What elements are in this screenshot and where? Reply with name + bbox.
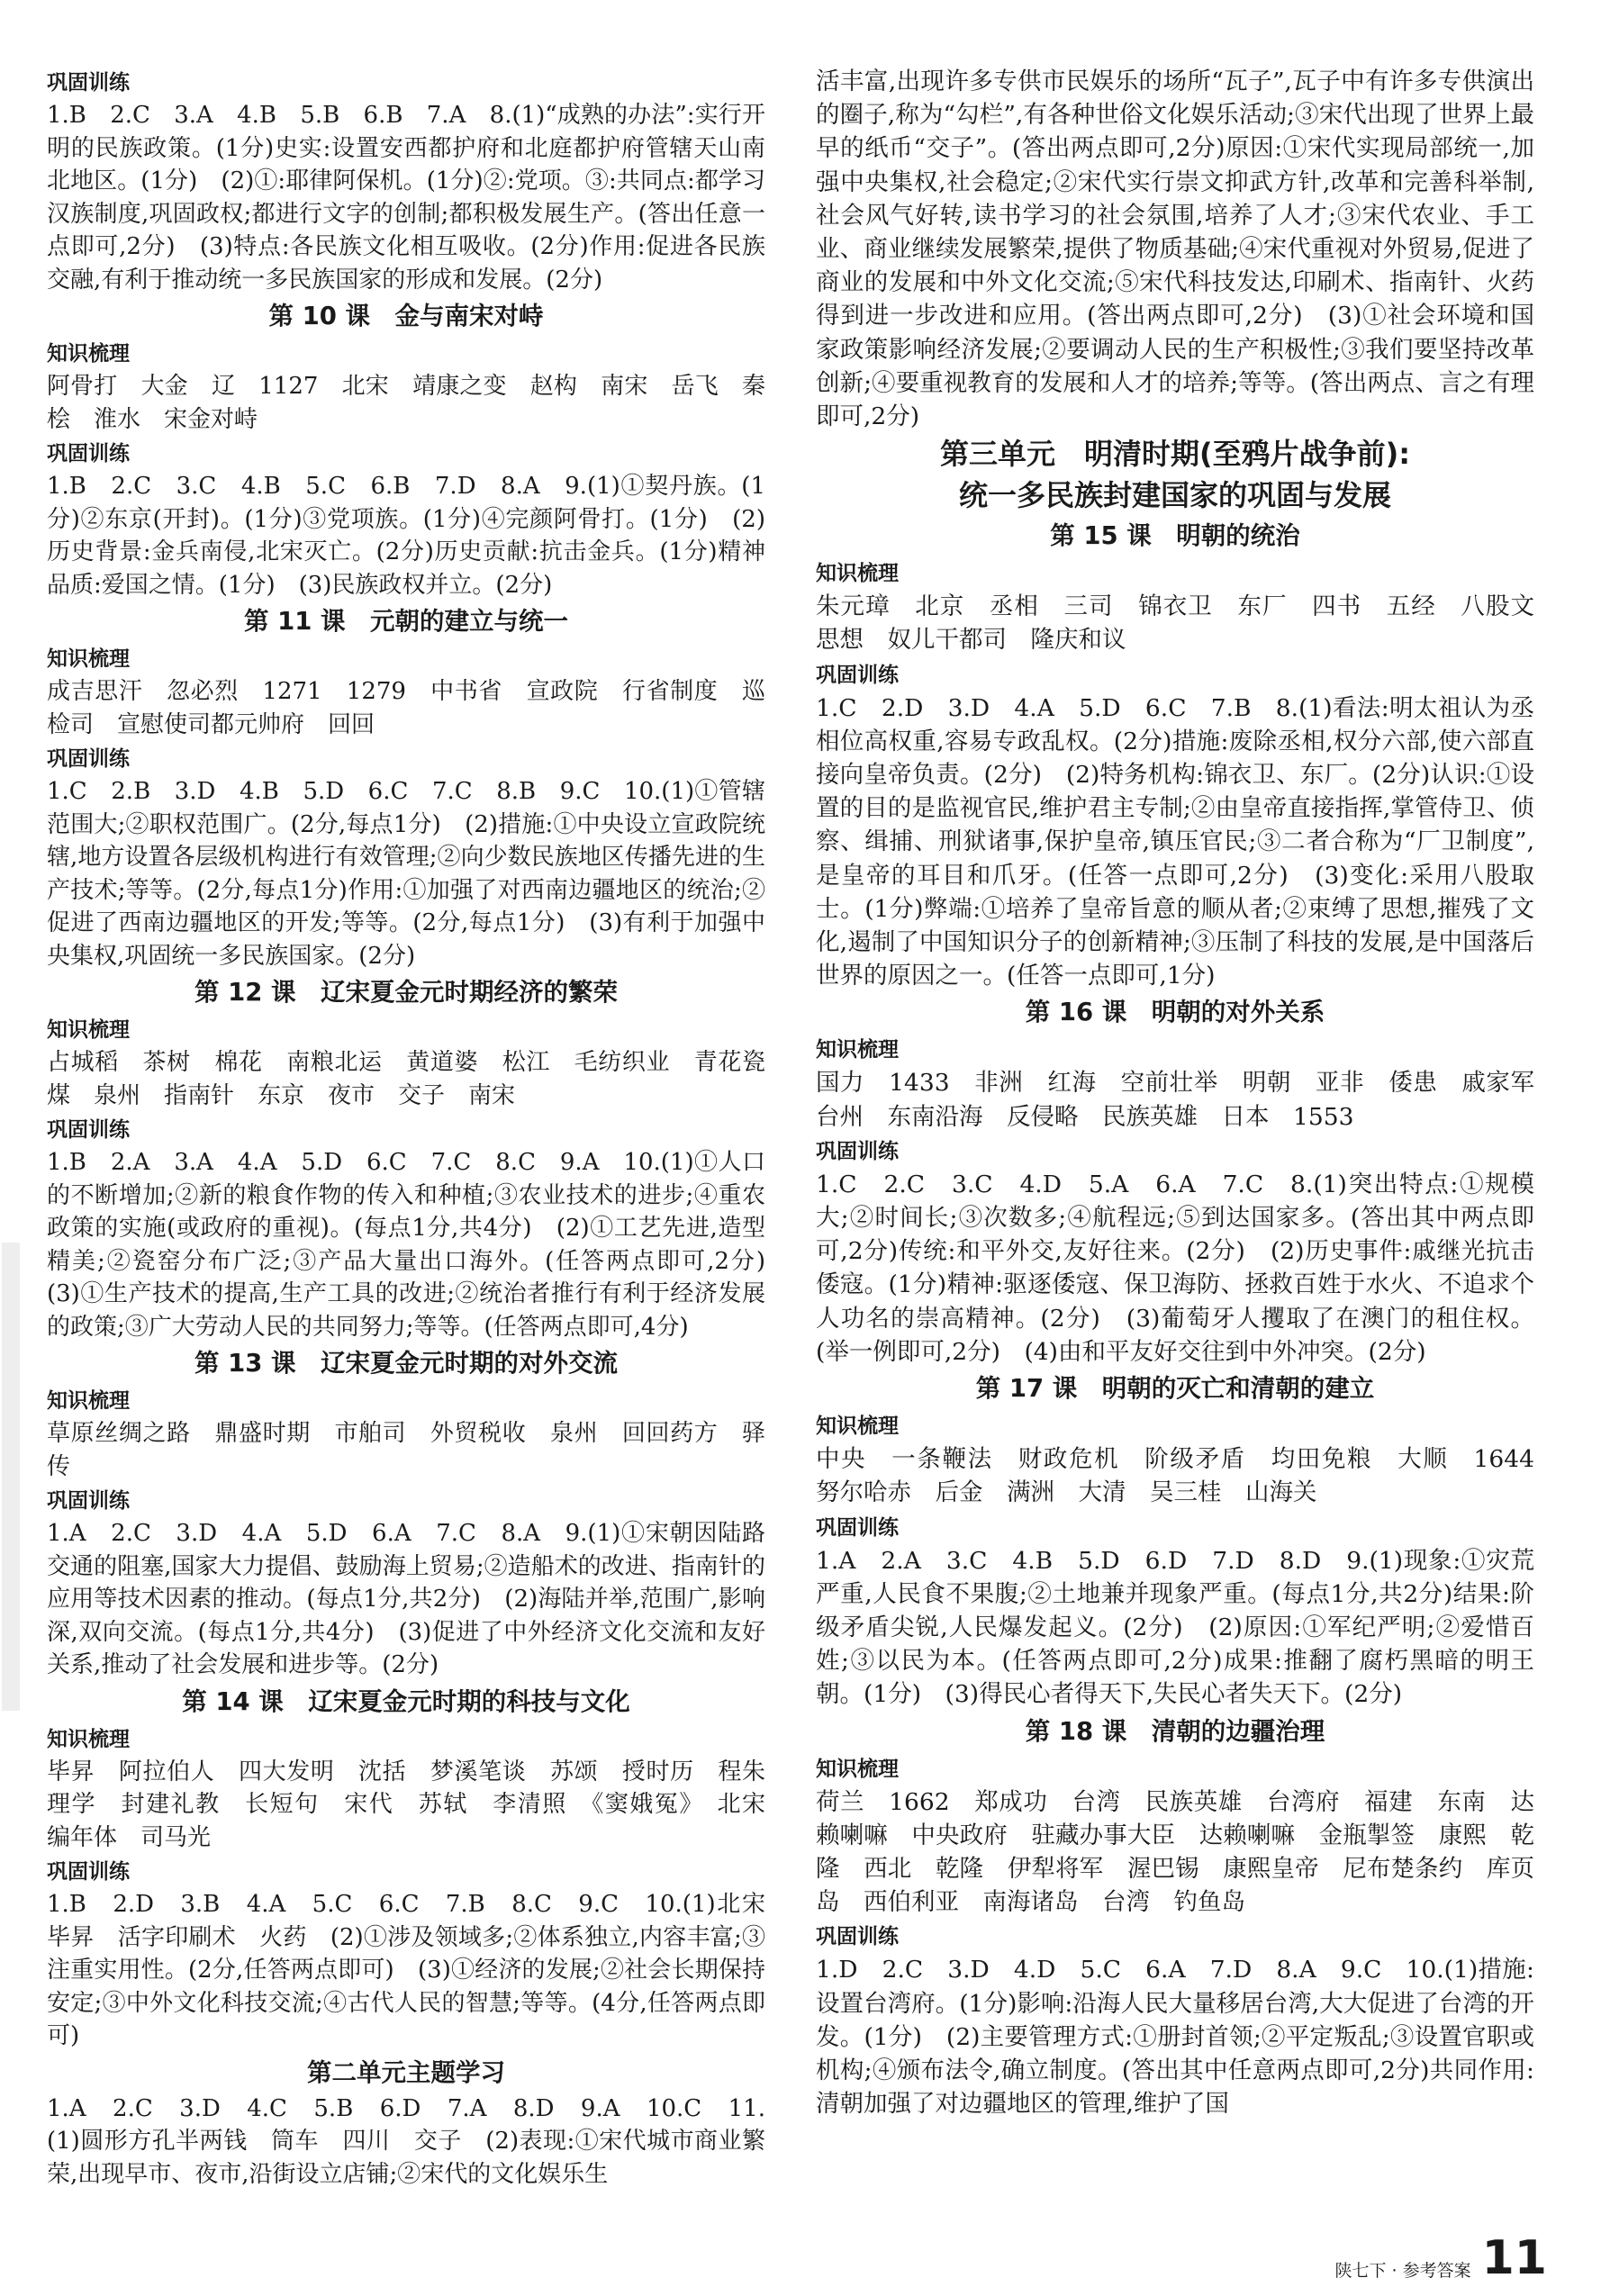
section-label: 巩固训练 <box>816 663 899 687</box>
knowledge-points: 阿骨打 大金 辽 1127 北宋 靖康之变 赵构 南宋 岳飞 秦桧 淮水 宋金对峙 <box>47 373 765 433</box>
lesson-title: 第 17 课 明朝的灭亡和清朝的建立 <box>975 1374 1375 1404</box>
section-label: 知识梳理 <box>47 1727 130 1751</box>
unit-title: 第三单元 明清时期(至鸦片战争前): <box>939 437 1411 472</box>
section-label: 巩固训练 <box>47 1118 130 1142</box>
answer-paragraph: 1.B 2.A 3.A 4.A 5.D 6.C 7.C 8.C 9.A 10.(1)①人口的不断增加;②新的粮食作物的传入和种植;③农业技术的进步;④重农政策的实施(或政府的重视)。(每点1分,共4分) (2)①工艺先进,造型精美;②瓷窑分布广泛;③产品大量出口海外。(任答两点即可,2分) (3)①生产技术的提高,生产工具的改进;②统治者推行有利于经济发展的政策;③广大劳动人民的共同努力;等等。(任答两点即可,4分) <box>47 1149 790 1341</box>
section-label: 巩固训练 <box>816 1139 899 1163</box>
section-label: 知识梳理 <box>47 1389 130 1413</box>
answer-paragraph: 1.B 2.C 3.C 4.B 5.C 6.B 7.D 8.A 9.(1)①契丹族。(1分)②东京(开封)。(1分)③党项族。(1分)④完颜阿骨打。(1分) (2)历史背景:金兵南侵,北宋灭亡。(2分)历史贡献:抗击金兵。(1分)精神品质:爱国之情。(1分) (3)民族政权并立。(2分) <box>47 473 765 599</box>
section-label: 巩固训练 <box>47 71 130 95</box>
lesson-title: 第 18 课 清朝的边疆治理 <box>1025 1716 1325 1746</box>
section-label: 巩固训练 <box>47 1860 130 1884</box>
lesson-title: 第 12 课 辽宋夏金元时期经济的繁荣 <box>194 978 618 1007</box>
knowledge-points: 荷兰 1662 郑成功 台湾 民族英雄 台湾府 福建 东南 达赖喇嘛 中央政府 驻藏办事大臣 达赖喇嘛 金瓶掣签 康熙 乾隆 西北 乾隆 伊犁将军 渥巴锡 康熙皇帝 尼布楚条约 库页岛 西伯利亚 南海诸岛 台湾 钓鱼岛 <box>816 1787 1534 1917</box>
lesson-title: 第 14 课 辽宋夏金元时期的科技与文化 <box>182 1686 630 1716</box>
knowledge-points: 草原丝绸之路 鼎盛时期 市舶司 外贸税收 泉州 回回药方 驿传 <box>47 1420 765 1480</box>
knowledge-points: 中央 一条鞭法 财政危机 阶级矛盾 均田免粮 大顺 1644 努尔哈赤 后金 满洲 大清 吴三桂 山海关 <box>816 1445 1559 1507</box>
section-label: 知识梳理 <box>816 1757 899 1781</box>
answer-paragraph: 1.D 2.C 3.D 4.D 5.C 6.A 7.D 8.A 9.C 10.(1)措施:设置台湾府。(1分)影响:沿海人民大量移居台湾,大大促进了台湾的开发。(1分) (2)主要管理方式:①册封首领;②平定叛乱;③设置官职或机构;④颁布法令,确立制度。(答出其中任意两点即可,2分)共同作用:清朝加强了对边疆地区的管理,维护了国 <box>816 1956 1534 2119</box>
section-label: 知识梳理 <box>47 1018 130 1042</box>
knowledge-points: 毕昇 阿拉伯人 四大发明 沈括 梦溪笔谈 苏颂 授时历 程朱理学 封建礼教 长短句 宋代 苏轼 李清照 《窦娥冤》 北宋 编年体 司马光 <box>47 1758 790 1851</box>
section-label: 巩固训练 <box>47 1489 130 1513</box>
answer-paragraph: 活丰富,出现许多专供市民娱乐的场所“瓦子”,瓦子中有许多专供演出的圈子,称为“勾栏”,有各种世俗文化娱乐活动;③宋代出现了世界上最早的纸币“交子”。(答出两点即可,2分)原因:①宋代实现局部统一,加强中央集权,社会稳定;②宋代实行崇文抑武方针,改革和完善科举制,社会风气好转,读书学习的社会氛围,培养了人才;③宋代农业、手工业、商业继续发展繁荣,提供了物质基础;④宋代重视对外贸易,促进了商业的发展和中外文化交流;⑤宋代科技发达,印刷术、指南针、火药得到进一步改进和应用。(答出两点即可,2分) (3)①社会环境和国家政策影响经济发展;②要调动人民的生产积极性;③我们要坚持改革创新;④要重视教育的发展和人才的培养;等等。(答出两点、言之有理即可,2分) <box>816 68 1534 431</box>
lesson-title: 第 16 课 明朝的对外关系 <box>1025 998 1325 1027</box>
lesson-title: 第 11 课 元朝的建立与统一 <box>244 607 568 636</box>
section-label: 巩固训练 <box>816 1515 899 1540</box>
answer-column-left <box>47 65 790 2191</box>
knowledge-points: 朱元璋 北京 丞相 三司 锦衣卫 东厂 四书 五经 八股文 思想 奴儿干都司 隆庆和议 <box>816 592 1559 655</box>
lesson-title: 第 13 课 辽宋夏金元时期的对外交流 <box>194 1349 618 1378</box>
answer-paragraph: 1.B 2.C 3.A 4.B 5.B 6.B 7.A 8.(1)“成熟的办法”:实行开明的民族政策。(1分)史实:设置安西都护府和北庭都护府管辖天山南北地区。(1分) (2)①:耶律阿保机。(1分)②:党项。③:共同点:都学习汉族制度,巩固政权;都进行文字的创制;都积极发展生产。(答出任意一点即可,2分) (3)特点:各民族文化相互吸收。(2分)作用:促进各民族交融,有利于推动统一多民族国家的形成和发展。(2分) <box>47 102 765 294</box>
answer-paragraph: 1.B 2.D 3.B 4.A 5.C 6.C 7.B 8.C 9.C 10.(1)北宋 毕昇 活字印刷术 火药 (2)①涉及领域多;②体系独立,内容丰富;③注重实用性。(2分,任答两点即可) (3)①经济的发展;②社会长期保持安定;③中外文化科技交流;④古代人民的智慧;等等。(4分,任答两点即可) <box>47 1891 790 2049</box>
section-label: 知识梳理 <box>47 342 130 366</box>
lesson-title: 第二单元主题学习 <box>307 2057 505 2087</box>
unit-title: 统一多民族封建国家的巩固与发展 <box>958 478 1391 513</box>
section-label: 知识梳理 <box>47 647 130 671</box>
section-label: 知识梳理 <box>816 562 899 586</box>
knowledge-points: 国力 1433 非洲 红海 空前壮举 明朝 亚非 倭患 戚家军 台州 东南沿海 反侵略 民族英雄 日本 1553 <box>816 1069 1559 1131</box>
answer-paragraph: 1.C 2.C 3.C 4.D 5.A 6.A 7.C 8.(1)突出特点:①规模大;②时间长;③次数多;④航程远;⑤到达国家多。(答出其中两点即可,2分)传统:和平外交,友好往来。(2分) (2)历史事件:戚继光抗击倭寇。(1分)精神:驱逐倭寇、保卫海防、拯救百姓于水火、不追求个人功名的崇高精神。(2分) (3)葡萄牙人攫取了在澳门的租住权。(举一例即可,2分) (4)由和平友好交往到中外冲突。(2分) <box>816 1170 1534 1366</box>
section-label: 巩固训练 <box>816 1925 899 1949</box>
answer-paragraph: 1.C 2.D 3.D 4.A 5.D 6.C 7.B 8.(1)看法:明太祖认为丞相位高权重,容易专政乱权。(2分)措施:废除丞相,权分六部,使六部直接向皇帝负责。(2分) (2)特务机构:锦衣卫、东厂。(2分)认识:①设置的目的是监视官民,维护君主专制;②由皇帝直接指挥,掌管侍卫、侦察、缉捕、刑狱诸事,保护皇帝,镇压官民;③二者合称为“厂卫制度”,是皇帝的耳目和爪牙。(任答一点即可,2分) (3)变化:采用八股取士。(1分)弊端:①培养了皇帝旨意的顺从者;②束缚了思想,摧残了文化,遏制了中国知识分子的创新精神;③压制了科技的发展,是中国落后世界的原因之一。(任答一点即可,1分) <box>816 693 1534 990</box>
answer-paragraph: 1.A 2.A 3.C 4.B 5.D 6.D 7.D 8.D 9.(1)现象:①灾荒严重,人民食不果腹;②土地兼并现象严重。(每点1分,共2分)结果:阶级矛盾尖锐,人民爆发起义。(2分) (2)原因:①军纪严明;②爱惜百姓;③以民为本。(任答两点即可,2分)成果:推翻了腐朽黑暗的明王朝。(1分) (3)得民心者得天下,失民心者失天下。(2分) <box>816 1546 1534 1709</box>
footer-label: 陕七下 · 参考答案 <box>1334 2261 1471 2281</box>
section-label: 知识梳理 <box>816 1415 899 1439</box>
page-number: 11 <box>1481 2231 1547 2285</box>
page-footer <box>1334 2231 1548 2285</box>
answer-paragraph: 1.A 2.C 3.D 4.A 5.D 6.A 7.C 8.A 9.(1)①宋朝因陆路交通的阻塞,国家大力提倡、鼓励海上贸易;②造船术的改进、指南针的应用等技术因素的推动。(每点1分,共2分) (2)海陆并举,范围广,影响深,双向交流。(每点1分,共4分) (3)促进了中外经济文化交流和友好关系,推动了社会发展和进步等。(2分) <box>47 1520 765 1678</box>
answer-paragraph: 1.A 2.C 3.D 4.C 5.B 6.D 7.A 8.D 9.A 10.C 11.(1)圆形方孔半两钱 筒车 四川 交子 (2)表现:①宋代城市商业繁荣,出现早市、夜市,沿街设立店铺;②宋代的文化娱乐生 <box>47 2094 765 2188</box>
lesson-title: 第 15 课 明朝的统治 <box>1050 521 1300 551</box>
answer-paragraph: 1.C 2.B 3.D 4.B 5.D 6.C 7.C 8.B 9.C 10.(1)①管辖范围大;②职权范围广。(2分,每点1分) (2)措施:①中央设立宣政院统辖,地方设置各层级机构进行有效管理;②向少数民族地区传播先进的生产技术;等等。(2分,每点1分)作用:①加强了对西南边疆地区的统治;②促进了西南边疆地区的开发;等等。(2分,每点1分) (3)有利于加强中央集权,巩固统一多民族国家。(2分) <box>47 778 765 970</box>
lesson-title: 第 10 课 金与南宋对峙 <box>268 302 544 330</box>
knowledge-points: 占城稻 茶树 棉花 南粮北运 黄道婆 松江 毛纺织业 青花瓷 煤 泉州 指南针 东京 夜市 交子 南宋 <box>47 1049 790 1109</box>
section-label: 巩固训练 <box>47 442 130 466</box>
knowledge-points: 成吉思汗 忽必烈 1271 1279 中书省 宣政院 行省制度 巡检司 宣慰使司都元帅府 回回 <box>47 678 765 738</box>
section-label: 巩固训练 <box>47 747 130 771</box>
answer-column-right <box>816 65 1559 2120</box>
binding-edge-shadow <box>2 1243 20 1711</box>
section-label: 知识梳理 <box>816 1038 899 1062</box>
